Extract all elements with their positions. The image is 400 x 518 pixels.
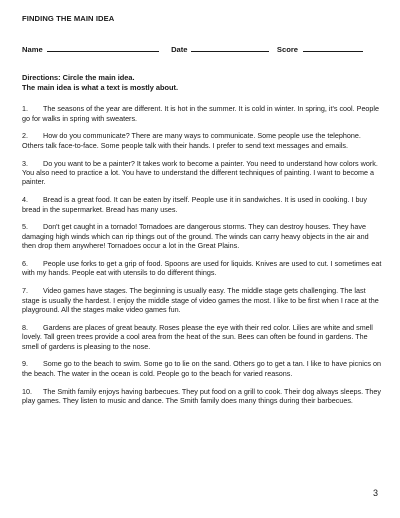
passage-9[interactable] [22,359,382,378]
passage-text: The Smith family enjoys having barbecues. They put food on a grill to cook. Their dog always sleeps. They play games. They listen to music and dance. The Smith family does many things during their barbecues. [22,386,381,406]
passage-number: 1. [22,104,28,114]
worksheet-page [22,14,382,414]
date-blank[interactable] [191,44,269,52]
passage-text: People use forks to get a grip of food. Spoons are used for liquids. Knives are used to cut. I sometimes eat with my hands. People eat with utensils to do different things. [22,259,382,278]
passage-number: 5. [22,222,28,232]
passage-number: 7. [22,286,28,296]
student-info-row [22,44,382,55]
passage-number: 2. [22,131,28,141]
passage-number: 3. [22,158,28,168]
passage-text: How do you communicate? There are many ways to communicate. Some people use the telephone. Others talk face-to-face. Some people talk with their hands. I prefer to send text messages and emails. [22,131,361,150]
score-blank[interactable] [303,44,363,52]
directions [22,73,382,92]
directions-line-1: Directions: Circle the main idea. [22,73,135,82]
passage-text: Do you want to be a painter? It takes work to become a painter. You need to understand how colors work. You also need to practice a lot. You have to understand the different techniques of painting. I want to become a painter. [22,158,378,187]
page-number: 3 [372,488,378,498]
passage-text: Don't get caught in a tornado! Tornadoes are dangerous storms. They can destroy houses. They have damaging high winds which can rip things out of the ground. The winds can carry heavy objects in the air and then drop them anywhere! Tornadoes occur a lot in the Great Plains. [22,222,369,251]
passage-text: The seasons of the year are different. It is hot in the summer. It is cold in winter. In spring, it's cool. People go for walks in spring with sweaters. [22,104,380,123]
score-label: Score [276,45,299,54]
passage-6[interactable] [22,259,382,278]
passage-2[interactable] [22,131,382,150]
passage-8[interactable] [22,323,382,351]
passage-5[interactable] [22,222,382,250]
passage-4[interactable] [22,195,382,214]
passage-text: Some go to the beach to swim. Some go to lie on the sand. Others go to get a tan. I like to have picnics on the beach. The water in the ocean is cold. People go to the beach for varied reasons. [22,359,382,378]
passage-text: Gardens are places of great beauty. Roses please the eye with their red color. Lilies are white and smell lovely. Tall green trees provide a cool area from the heat of the sun. Bees can often be found in gardens. The smell of gardens is pleasing to the nose. [22,322,373,351]
worksheet-title: FINDING THE MAIN IDEA [22,14,115,23]
directions-line-2: The main idea is what a text is mostly about. [22,82,179,92]
passage-3[interactable] [22,159,382,187]
passage-text: Bread is a great food. It can be eaten by itself. People use it in sandwiches. It is used in cooking. I buy bread in the supermarket. Bread has many uses. [22,195,368,214]
passage-number: 9. [22,359,28,369]
name-label: Name [22,45,43,54]
passage-number: 6. [22,259,28,269]
passage-number: 10. [22,386,32,396]
passage-7[interactable] [22,286,382,314]
passage-1[interactable] [22,104,382,123]
passage-number: 4. [22,195,28,205]
passage-10[interactable] [22,387,382,406]
passage-text: Video games have stages. The beginning is usually easy. The middle stage gets challenging. The last stage is usually the hardest. I enjoy the middle stage of video games the most. I like to be first when I race at the playground. All the stages make video games fun. [22,286,379,315]
passage-number: 8. [22,322,28,332]
passage-list [22,104,382,405]
name-blank[interactable] [47,44,159,52]
date-label: Date [171,45,188,54]
